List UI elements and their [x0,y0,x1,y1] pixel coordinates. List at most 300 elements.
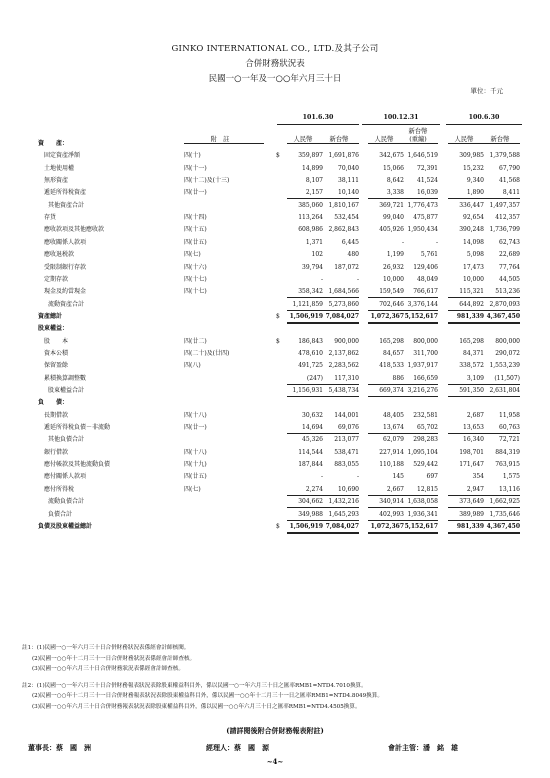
total-underline [368,310,404,311]
total-underline [402,520,438,521]
row-value: 1,506,919 [289,312,323,320]
row-value: 102 [311,251,323,259]
row-value: 309,985 [459,152,484,160]
row-value: 608,986 [298,226,323,234]
currency-underline [484,143,520,144]
row-value: 3,216,276 [407,387,438,394]
row-value: 10,000 [463,275,484,283]
footnote-2-2: (2)民國一○○年十二月三十一日合併財務報表狀況表除股東權益科目外，係以民國一○○年十二月三十一日之匯率RMB1=NTD4.8049換算。 [32,693,383,699]
currency-symbol: $ [276,312,280,320]
row-value: 72,721 [499,436,520,444]
row-value: 1,156,931 [292,387,323,394]
total-underline [323,384,359,385]
row-label: 受限制銀行存款 [44,263,87,271]
total-underline [402,198,438,199]
total-underline [402,433,438,434]
total-underline [368,520,404,521]
row-value: 1,950,434 [407,226,438,234]
row-value: 17,473 [463,263,484,271]
row-value: 3,338 [386,189,404,197]
row-value: 389,989 [459,510,484,518]
total-underline [323,396,359,397]
row-value: 62,743 [499,238,520,246]
row-value: 1,736,799 [489,226,520,234]
row-value: 26,932 [383,263,404,271]
row-value: 166,659 [413,374,438,382]
total-underline [448,384,484,385]
total-underline [448,532,484,534]
accountant-signature: 會計主管：潘 銘 雄 [388,743,458,752]
total-underline [323,495,359,496]
total-underline [402,495,438,496]
row-note: 四(七) [184,485,201,493]
row-value: 44,505 [499,275,520,283]
row-value: - [356,275,359,283]
row-value: 99,040 [383,214,404,222]
row-value: 1,638,058 [407,498,438,506]
row-label: 應收關係人款項 [44,238,87,246]
row-value: 884,319 [495,448,520,456]
footnote-1-1: 註1：(1)民國一○一年六月三十日合併財務狀況表係經會計師核閱。 [22,645,190,651]
row-value: 6,445 [341,238,359,246]
row-label: 應付所得稅 [44,485,75,493]
total-underline [368,532,404,534]
row-value: 13,116 [499,485,520,493]
period-header: 101.6.30 [302,114,334,121]
restated-twd-subheader: (重編) [409,136,427,143]
currency-header: 人民幣 [454,136,474,143]
total-underline [368,322,404,324]
row-value: - [320,473,323,481]
total-underline [287,198,323,199]
row-value: 2,687 [466,411,484,419]
total-underline [323,310,359,311]
row-value: 2,870,093 [489,300,520,308]
currency-underline [402,143,438,144]
total-underline [368,384,404,385]
row-value: 11,958 [499,411,520,419]
row-value: (11,507) [494,374,520,382]
row-value: 1,095,104 [407,448,438,456]
total-underline [368,495,404,496]
total-underline [484,310,520,311]
row-value: 7,084,027 [325,522,359,530]
currency-header: 新台幣 [490,136,510,143]
total-underline [287,384,323,385]
row-value: 702,646 [379,300,404,308]
row-value: 15,066 [383,164,404,172]
total-underline [484,433,520,434]
currency-underline [368,143,404,144]
row-value: 304,662 [298,498,323,506]
row-value: 48,049 [417,275,438,283]
total-underline [448,433,484,434]
row-value: 766,617 [413,288,438,296]
row-value: 1,684,566 [328,288,359,296]
row-value: 354 [472,473,484,481]
total-underline [323,520,359,521]
total-underline [448,396,484,397]
chairman-signature: 董事長：蔡 國 洲 [28,743,91,752]
row-label: 其他負債合計 [48,436,85,444]
row-value: 84,371 [463,349,484,357]
row-note: 四(廿一) [184,424,207,432]
row-value: 3,376,144 [407,300,438,308]
currency-underline [448,143,484,144]
row-value: 1,810,167 [328,201,359,209]
row-value: 981,339 [456,522,484,530]
total-underline [323,297,359,298]
row-value: - [401,238,404,246]
row-value: 198,701 [459,448,484,456]
row-label: 無形資產 [44,177,69,185]
row-value: 5,273,860 [328,300,359,308]
footnote-2-3: (3)民國一○○年六月三十日合併財務報表狀況表除股東權益科目外，係以民國一○○年六月三十日之匯率RMB1=NTD4.4505換算。 [32,703,361,710]
row-value: 491,725 [298,362,323,370]
total-underline [448,310,484,311]
footnotes [22,643,383,712]
row-value: 227,914 [379,448,404,456]
restated-twd-header: 新台幣 [408,128,428,135]
row-value: 8,107 [305,177,323,185]
total-underline [287,310,323,311]
period-underline [362,124,440,125]
row-value: 70,040 [338,164,359,172]
row-note: 四(十七) [184,275,207,283]
row-value: (247) [306,374,323,382]
row-label: 應付帳款及其他流動負債 [44,461,111,469]
row-value: 340,914 [379,498,404,506]
row-value: 92,654 [463,214,484,222]
row-value: 2,283,562 [328,362,359,370]
total-underline [484,532,520,534]
row-value: 144,001 [334,411,359,419]
row-value: 65,702 [417,424,438,432]
period-header: 100.6.30 [468,114,500,121]
row-value: 5,438,734 [328,387,359,394]
row-value: 60,763 [499,424,520,432]
row-label: 遞延所得稅負債－非流動 [44,424,111,432]
row-value: 2,667 [386,485,404,493]
footnote-2-1: 註2：(1)民國一○一年六月三十日合併財務報表狀況表除股東權益科目外，係以民國一○一年六月三十日之匯率RMB1=NTD4.7010換算。 [22,682,367,689]
currency-symbol: $ [276,522,280,530]
total-underline [402,507,438,508]
row-label: 累積換算調整數 [44,374,87,382]
total-underline [287,495,323,496]
row-value: 981,339 [456,312,484,320]
row-note: 四(十六) [184,263,207,271]
period-header: 100.12.31 [383,114,419,121]
total-underline [448,198,484,199]
row-value: 3,109 [466,374,484,382]
row-label: 土地使用權 [44,164,75,172]
row-value: 30,632 [302,411,323,419]
row-value: 373,649 [459,498,484,506]
row-value: 900,000 [334,337,359,345]
row-value: 14,098 [463,238,484,246]
row-value: 5,152,617 [404,312,438,320]
row-value: 145 [392,473,404,481]
row-value: 1,072,367 [370,312,404,320]
row-value: 763,915 [495,461,520,469]
row-value: 213,077 [334,436,359,444]
row-value: 38,111 [338,177,359,185]
row-value: 4,367,450 [486,312,520,320]
row-value: 402,993 [379,510,404,518]
row-value: 1,645,293 [328,510,359,518]
row-value: 48,405 [383,411,404,419]
total-underline [448,495,484,496]
row-value: 480 [347,251,359,259]
row-value: 1,371 [305,238,323,246]
currency-header: 新台幣 [329,136,349,143]
row-value: 1,497,357 [489,201,520,209]
row-value: 478,610 [298,349,323,357]
row-value: 159,549 [379,288,404,296]
total-underline [484,495,520,496]
row-value: 800,000 [413,337,438,345]
row-value: 358,342 [298,288,323,296]
row-value: 1,199 [386,251,404,259]
row-value: 412,357 [495,214,520,222]
row-label: 銀行借款 [44,448,69,456]
row-value: 2,631,804 [489,387,520,394]
row-value: 1,735,646 [489,510,520,518]
row-note: 四(廿一) [184,189,207,197]
row-label: 長期借款 [44,411,69,419]
row-value: 5,098 [466,251,484,259]
row-note: 四(十四) [184,214,207,222]
row-value: 8,642 [386,177,404,185]
row-value: 171,647 [459,461,484,469]
row-value: 644,892 [459,300,484,308]
total-underline [323,507,359,508]
total-underline [287,297,323,298]
row-value: 886 [392,374,404,382]
row-value: 9,340 [466,177,484,185]
row-value: 342,675 [379,152,404,160]
row-note: 四(十二)及(十三) [184,177,230,185]
total-underline [323,532,359,534]
row-value: 418,533 [379,362,404,370]
total-underline [484,297,520,298]
row-value: 290,072 [495,349,520,357]
row-value: 475,877 [413,214,438,222]
row-value: 69,076 [338,424,359,432]
total-underline [287,532,323,534]
row-value: 14,899 [302,164,323,172]
total-underline [287,396,323,397]
total-underline [368,198,404,199]
row-value: 369,721 [379,201,404,209]
row-value: 298,283 [413,436,438,444]
notes-header-underline [184,143,264,144]
row-value: 5,152,617 [404,522,438,530]
row-value: 336,447 [459,201,484,209]
row-value: 15,232 [463,164,484,172]
row-value: 883,055 [334,461,359,469]
row-value: 16,039 [417,189,438,197]
row-label: 資產總計 [38,312,63,320]
row-label: 應收款項及其他應收款 [44,226,105,234]
row-value: 2,274 [305,485,323,493]
row-label: 流動負債合計 [48,498,85,506]
row-note: 四(十) [184,152,201,160]
currency-underline [323,143,359,144]
total-underline [448,507,484,508]
row-note: 四(廿五) [184,238,207,246]
row-value: 2,157 [305,189,323,197]
row-value: 1,646,519 [407,152,438,160]
row-label: 負債合計 [48,510,73,518]
total-underline [368,507,404,508]
row-value: 114,544 [298,448,323,456]
row-note: 四(十八) [184,411,207,419]
row-value: 405,926 [379,226,404,234]
row-value: 1,379,588 [489,152,520,160]
row-value: 1,121,859 [292,300,323,308]
row-value: 12,815 [417,485,438,493]
row-value: 77,764 [499,263,520,271]
row-value: 186,843 [298,337,323,345]
currency-symbol: $ [276,337,280,345]
row-label: 股 本 [44,337,69,345]
row-value: 591,350 [459,387,484,394]
row-label: 負 債： [38,399,69,407]
row-value: 349,988 [298,510,323,518]
currency-underline [287,143,323,144]
row-value: 8,411 [502,189,520,197]
row-value: 110,188 [379,461,404,469]
company-name: GINKO INTERNATIONAL CO., LTD.及其子公司 [171,44,379,54]
row-label: 其他資產合計 [48,201,85,209]
row-label: 保留盈餘 [44,362,69,370]
currency-header: 人民幣 [293,136,313,143]
row-value: 338,572 [459,362,484,370]
row-value: 800,000 [495,337,520,345]
row-value: 41,524 [417,177,438,185]
total-underline [448,322,484,324]
row-value: 311,700 [413,349,438,357]
row-note: 四(十八) [184,448,207,456]
row-value: 2,947 [466,485,484,493]
row-value: - [356,473,359,481]
row-value: 165,298 [379,337,404,345]
row-value: 529,442 [413,461,438,469]
row-label: 股東權益合計 [48,387,85,394]
row-value: 41,568 [499,177,520,185]
total-underline [402,396,438,397]
notes-column-header: 附 註 [210,136,230,143]
row-value: 2,137,862 [328,349,359,357]
row-label: 股東權益： [38,325,69,333]
period-underline [277,124,359,125]
row-value: 2,862,843 [328,226,359,234]
manager-signature: 經理人：蔡 國 源 [206,743,269,752]
total-underline [402,384,438,385]
row-value: 10,140 [338,189,359,197]
period-underline [446,124,522,125]
row-value: 513,236 [495,288,520,296]
row-value: 72,391 [417,164,438,172]
row-label: 應付關係人款項 [44,473,87,481]
row-label: 存貨 [44,214,57,222]
row-value: 62,079 [383,436,404,444]
row-value: 1,890 [466,189,484,197]
row-value: 165,298 [459,337,484,345]
total-underline [368,396,404,397]
total-underline [484,198,520,199]
row-value: 1,553,239 [489,362,520,370]
currency-symbol: $ [276,152,280,160]
row-note: 四(八) [184,362,201,370]
row-value: 115,321 [459,288,484,296]
footnote-1-3: (3)民國一○○年六月三十日合併財務狀況表係經會計師查核。 [32,666,184,672]
total-underline [448,520,484,521]
row-value: - [435,238,438,246]
row-value: 5,761 [420,251,438,259]
row-value: 1,776,473 [407,201,438,209]
row-value: 1,936,341 [407,510,438,518]
row-value: 697 [426,473,438,481]
row-value: 84,657 [383,349,404,357]
row-value: 13,674 [383,424,404,432]
total-underline [287,520,323,521]
total-underline [484,396,520,397]
row-value: 232,581 [413,411,438,419]
row-value: 4,367,450 [486,522,520,530]
total-underline [402,297,438,298]
row-value: 22,689 [499,251,520,259]
total-underline [287,322,323,324]
row-value: 13,653 [463,424,484,432]
row-note: 四(十九) [184,461,207,469]
row-value: 45,326 [302,436,323,444]
row-note: 四(十五) [184,226,207,234]
row-note: 四(廿五) [184,473,207,481]
row-value: 1,662,925 [489,498,520,506]
row-value: 113,264 [298,214,323,222]
row-value: 187,844 [298,461,323,469]
row-value: 1,691,876 [328,152,359,160]
total-underline [402,532,438,534]
currency-header: 人民幣 [374,136,394,143]
footnote-1-2: (2)民國一○○年十二月三十一日合併財務狀況表係經會計師查核。 [32,655,196,662]
total-underline [287,433,323,434]
row-value: 39,794 [302,263,323,271]
row-value: 1,432,216 [328,498,359,506]
row-value: 359,897 [298,152,323,160]
row-value: 16,340 [463,436,484,444]
unit-label: 單位：千元 [470,87,503,95]
row-note: 四(廿二) [184,337,207,345]
row-value: 7,084,027 [325,312,359,320]
row-label: 資本公積 [44,349,69,357]
row-value: 538,471 [334,448,359,456]
notes-notice: (請詳閱後附合併財務報表附註) [226,726,324,735]
row-note: 四(二十)及(廿四) [184,349,230,357]
total-underline [287,507,323,508]
row-label: 現金及約當現金 [44,288,87,296]
row-value: 390,248 [459,226,484,234]
total-underline [484,507,520,508]
total-underline [323,198,359,199]
row-label: 固定資產淨額 [44,152,81,160]
row-label: 流動資產合計 [48,300,85,308]
row-value: 117,310 [334,374,359,382]
row-note: 四(七) [184,251,201,259]
total-underline [323,433,359,434]
